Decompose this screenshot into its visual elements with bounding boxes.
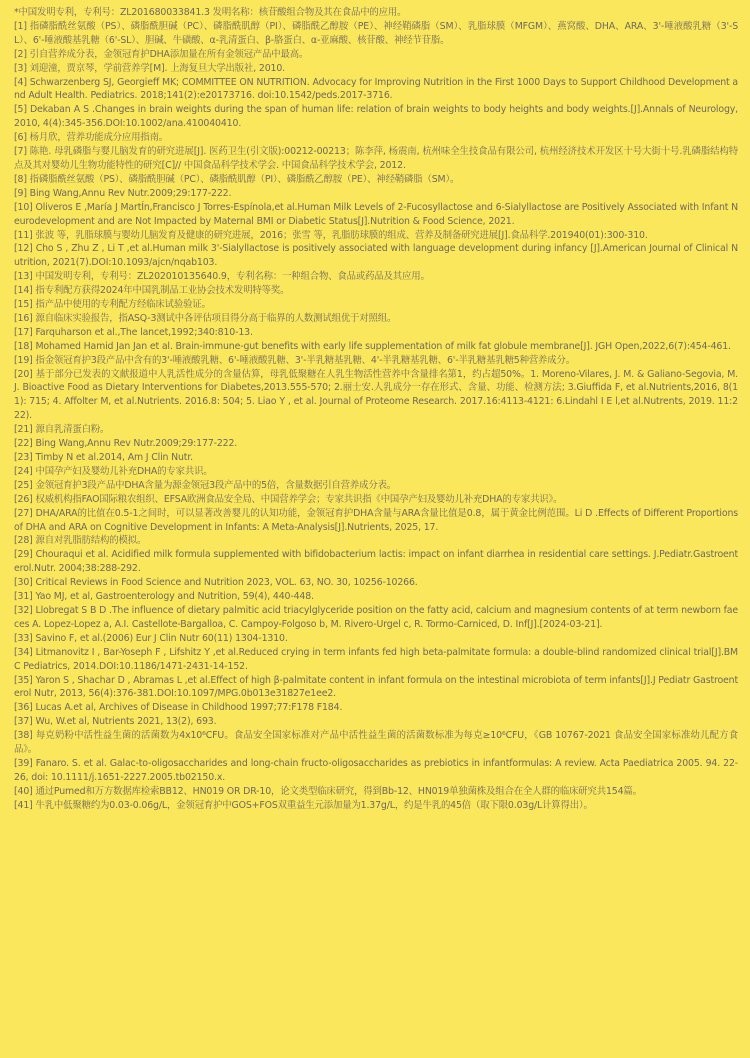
reference-item: [32] Llobregat S B D .The influence of dietary palmitic acid triacylglyceride position on the fatty acid, calcium and magnesium contents of at term newborn faeces A. Lopez-Lopez a, A.I. Castellote-Bargalloa, C. Campoy-Folgoso b, M. Rivero-Urgel c, R. Tormo-Carniced, D. Inf[J].[2024-03-21]. [14, 604, 738, 630]
reference-item: [3] 刘迎潼，贾京琴，学前营养学[M]. 上海复旦大学出版社, 2010. [14, 62, 285, 74]
reference-item: [13] 中国发明专利，专利号：ZL202010135640.9，专利名称：一种组合物、食品或药品及其应用。 [14, 271, 430, 283]
reference-item: [34] Litmanovitz I , Bar-Yoseph F , Lifshitz Y ,et al.Reduced crying in term infants fed high beta-palmitate formula: a double-blind randomized clinical trial[J].BMC Pediatrics, 2014.DOI:10.1186/1471-2431-14-152. [14, 646, 738, 672]
reference-item: [35] Yaron S , Shachar D , Abramas L ,et al.Effect of high β-palmitate content in infant formula on the intestinal microbiota of term infants[J].J Pediatr Gastroenterol Nutr, 2013, 56(4):376-381.DOI:10.1097/MPG.0b013e31827e1ee2. [14, 674, 738, 700]
reference-item: [18] Mohamed Hamid Jan Jan et al. Brain-immune-gut benefits with early life supplementation of milk fat globule membrane[J]. JGH Open,2022,6(7):454-461. [14, 340, 731, 352]
patent-footnote: *中国发明专利，专利号：ZL201680033841.3 发明名称：核苷酸组合物及其在食品中的应用。 [14, 7, 407, 18]
reference-item: [28] 源自对乳脂肪结构的模拟。 [14, 535, 147, 547]
reference-item: [23] Timby N et al.2014, Am J Clin Nutr. [14, 452, 193, 463]
reference-item: [22] Bing Wang,Annu Rev Nutr.2009;29:177-222. [14, 438, 238, 450]
reference-item: [14] 指专利配方获得2024年中国乳制品工业协会技术发明特等奖。 [14, 285, 290, 297]
reference-item: [24] 中国孕产妇及婴幼儿补充DHA的专家共识。 [14, 465, 213, 477]
reference-item: [9] Bing Wang,Annu Rev Nutr.2009;29:177-222. [14, 187, 232, 199]
reference-item: [11] 张波 等，乳脂球膜与婴幼儿脑发育及健康的研究进展，2016；张雪 等，乳脂肪球膜的组成、营养及制备研究进展[J].食品科学.201940(01):300-310. [14, 229, 648, 241]
reference-item: [6] 杨月欣，营养功能成分应用指南。 [14, 132, 169, 144]
reference-item: [21] 源自乳清蛋白粉。 [14, 424, 110, 436]
reference-item: [27] DHA/ARA的比值在0.5-1之间时，可以显著改善婴儿的认知功能，金领冠育护DHA含量与ARA含量比值是0.8，属于黄金比例范围。Li D .Effects of Different Proportions of DHA and ARA on Cognitive Development in Infants: A Meta-Analysis[J].Nutrients, 2025, 17. [14, 507, 738, 533]
reference-item: [8] 指磷脂酰丝氨酸（PS）、磷脂酰胆碱（PC）、磷脂酰肌醇（PI）、磷脂酰乙醇胺（PE）、神经鞘磷脂（SM）。 [14, 173, 460, 185]
reference-item: [19] 指金领冠育护3段产品中含有的3'-唾液酸乳糖、6'-唾液酸乳糖、3'-半乳糖基乳糖、4'-半乳糖基乳糖、6'-半乳糖基乳糖5种营养成分。 [14, 354, 575, 366]
reference-item: [30] Critical Reviews in Food Science and Nutrition 2023, VOL. 63, NO. 30, 10256-10266. [14, 577, 418, 589]
reference-item: [31] Yao MJ, et al, Gastroenterology and Nutrition, 59(4), 440-448. [14, 591, 314, 603]
reference-item: [33] Savino F, et al.(2006) Eur J Clin Nutr 60(11) 1304-1310. [14, 632, 288, 644]
reference-item: [4] Schwarzenberg SJ, Georgieff MK; COMMITTEE ON NUTRITION. Advocacy for Improving Nutrition in the First 1000 Days to Support Childhood Development and Adult Health. Pediatrics. 2018;141(2):e20173716. doi:10.1542/peds.2017-3716. [14, 76, 738, 102]
reference-item: [39] Fanaro. S. et al. Galac-to-oligosaccharides and long-chain fructo-oligosaccharides as prebiotics in infantformulas: A review. Acta Paediatrica 2005. 94. 22-26, doi: 10.1111/j.1651-2227.2005.tb02150.x. [14, 757, 738, 783]
reference-item: [26] 权威机构指FAO国际粮农组织、EFSA欧洲食品安全局、中国营养学会；专家共识指《中国孕产妇及婴幼儿补充DHA的专家共识》。 [14, 493, 563, 505]
reference-item: [41] 牛乳中低聚糖约为0.03-0.06g/L，金领冠育护中GOS+FOS双重益生元添加量为1.37g/L，约是牛乳的45倍（取下限0.03g/L计算得出）。 [14, 799, 593, 811]
references-document [14, 6, 738, 813]
reference-item: [1] 指磷脂酰丝氨酸（PS）、磷脂酰胆碱（PC）、磷脂酰肌醇（PI）、磷脂酰乙醇胺（PE）、神经鞘磷脂（SM）、乳脂球膜（MFGM）、燕窝酸、DHA、ARA、3'-唾液酸乳糖（3'-SL）、6'-唾液酸基乳糖（6'-SL）、胆碱、牛磺酸、α-乳清蛋白、β-胳蛋白、α-亚麻酸、核苷酸、神经节苷脂。 [14, 20, 738, 46]
reference-item: [36] Lucas A.et al, Archives of Disease in Childhood 1997;77:F178 F184. [14, 702, 343, 714]
reference-item: [37] Wu, W.et al, Nutrients 2021, 13(2), 693. [14, 716, 217, 728]
reference-item: [38] 每克奶粉中活性益生菌的活菌数为4x10⁶CFU。食品安全国家标准对产品中活性益生菌的活菌数标准为每克≥10⁶CFU，《GB 10767-2021 食品安全国家标准幼儿配方食品》。 [14, 730, 738, 756]
reference-item: [40] 通过Pumed和万方数据库检索BB12、HN019 OR DR-10，论文类型临床研究，得到Bb-12、HN019单独菌株及组合在全人群的临床研究共154篇。 [14, 785, 642, 797]
reference-item: [20] 基于部分已发表的文献报道中人乳活性成分的含量估算，母乳低聚糖在人乳生物活性营养中含量排名第1，约占超50%。1. Moreno-Vilares, J. M. & Galiano-Segovia, M. J. Bioactive Food as Dietary Interventions for Diabetes,2013.555-570; 2.丽士安.人乳成分一存在形式、含量、功能、检测方法; 3.Giuffida F, et al.Nutrients,2016, 8(11): 715; 4. Affolter M, et al.Nutrients. 2016.8: 504; 5. Liao Y , et al. Journal of Proteome Research. 2017.16:4113-4121: 6.Lindahl I E l,et al.Nutrents, 2019. 11:222). [14, 368, 738, 422]
reference-item: [2] 引自营养成分表，金领冠育护DHA添加量在所有金领冠产品中最高。 [14, 48, 309, 60]
reference-item: [17] Farquharson et al.,The lancet,1992;340:810-13. [14, 326, 253, 338]
reference-item: [10] Oliveros E ,María J MartÍn,Francisco J Torres-Espínola,et al.Human Milk Levels of 2-Fucosyllactose and 6-Sialyllactose are Positively Associated with Infant Neurodevelopment and are Not Impacted by Maternal BMI or Diabetic Status[J].Nutrition & Food Science, 2021. [14, 201, 738, 227]
reference-item: [25] 金领冠育护3段产品中DHA含量为源金领冠3段产品中的5倍，含量数据引自营养成分表。 [14, 479, 397, 491]
reference-item: [16] 源自临床实验报告，指ASQ-3测试中各评估项目得分高于临界的人数测试组优于对照组。 [14, 312, 397, 324]
reference-item: [12] Cho S , Zhu Z , Li T ,et al.Human milk 3'-Sialyllactose is positively associated with language development during infancy [J].American Journal of Clinical Nutrition, 2021(7).DOI:10.1093/ajcn/nqab103. [14, 243, 738, 269]
reference-item: [15] 指产品中使用的专利配方经临床试验验证。 [14, 299, 211, 311]
reference-item: [5] Dekaban A S .Changes in brain weights during the span of human life: relation of brain weights to body heights and body weights.[J].Annals of Neurology, 2010, 4(4):345-356.DOI:10.1002/ana.410040410. [14, 104, 738, 130]
reference-item: [29] Chouraqui et al. Acidified milk formula supplemented with bifidobacterium lactis: impact on infant diarrhea in residential care settings. J.Pediatr.Gastroenterol.Nutr. 2004;38:288-292. [14, 549, 738, 575]
reference-item: [7] 陈艳. 母乳磷脂与婴儿脑发育的研究进展[J]. 医药卫生(引文版):00212-00213；陈李萍, 杨震南, 杭州味全生技食品有限公司, 杭州经济技术开发区十号大街十号.乳磷脂结构特点及其对婴幼儿生物功能特性的研究[C]// 中国食品科学技术学会. 中国食品科学技术学会, 2012. [14, 146, 738, 171]
